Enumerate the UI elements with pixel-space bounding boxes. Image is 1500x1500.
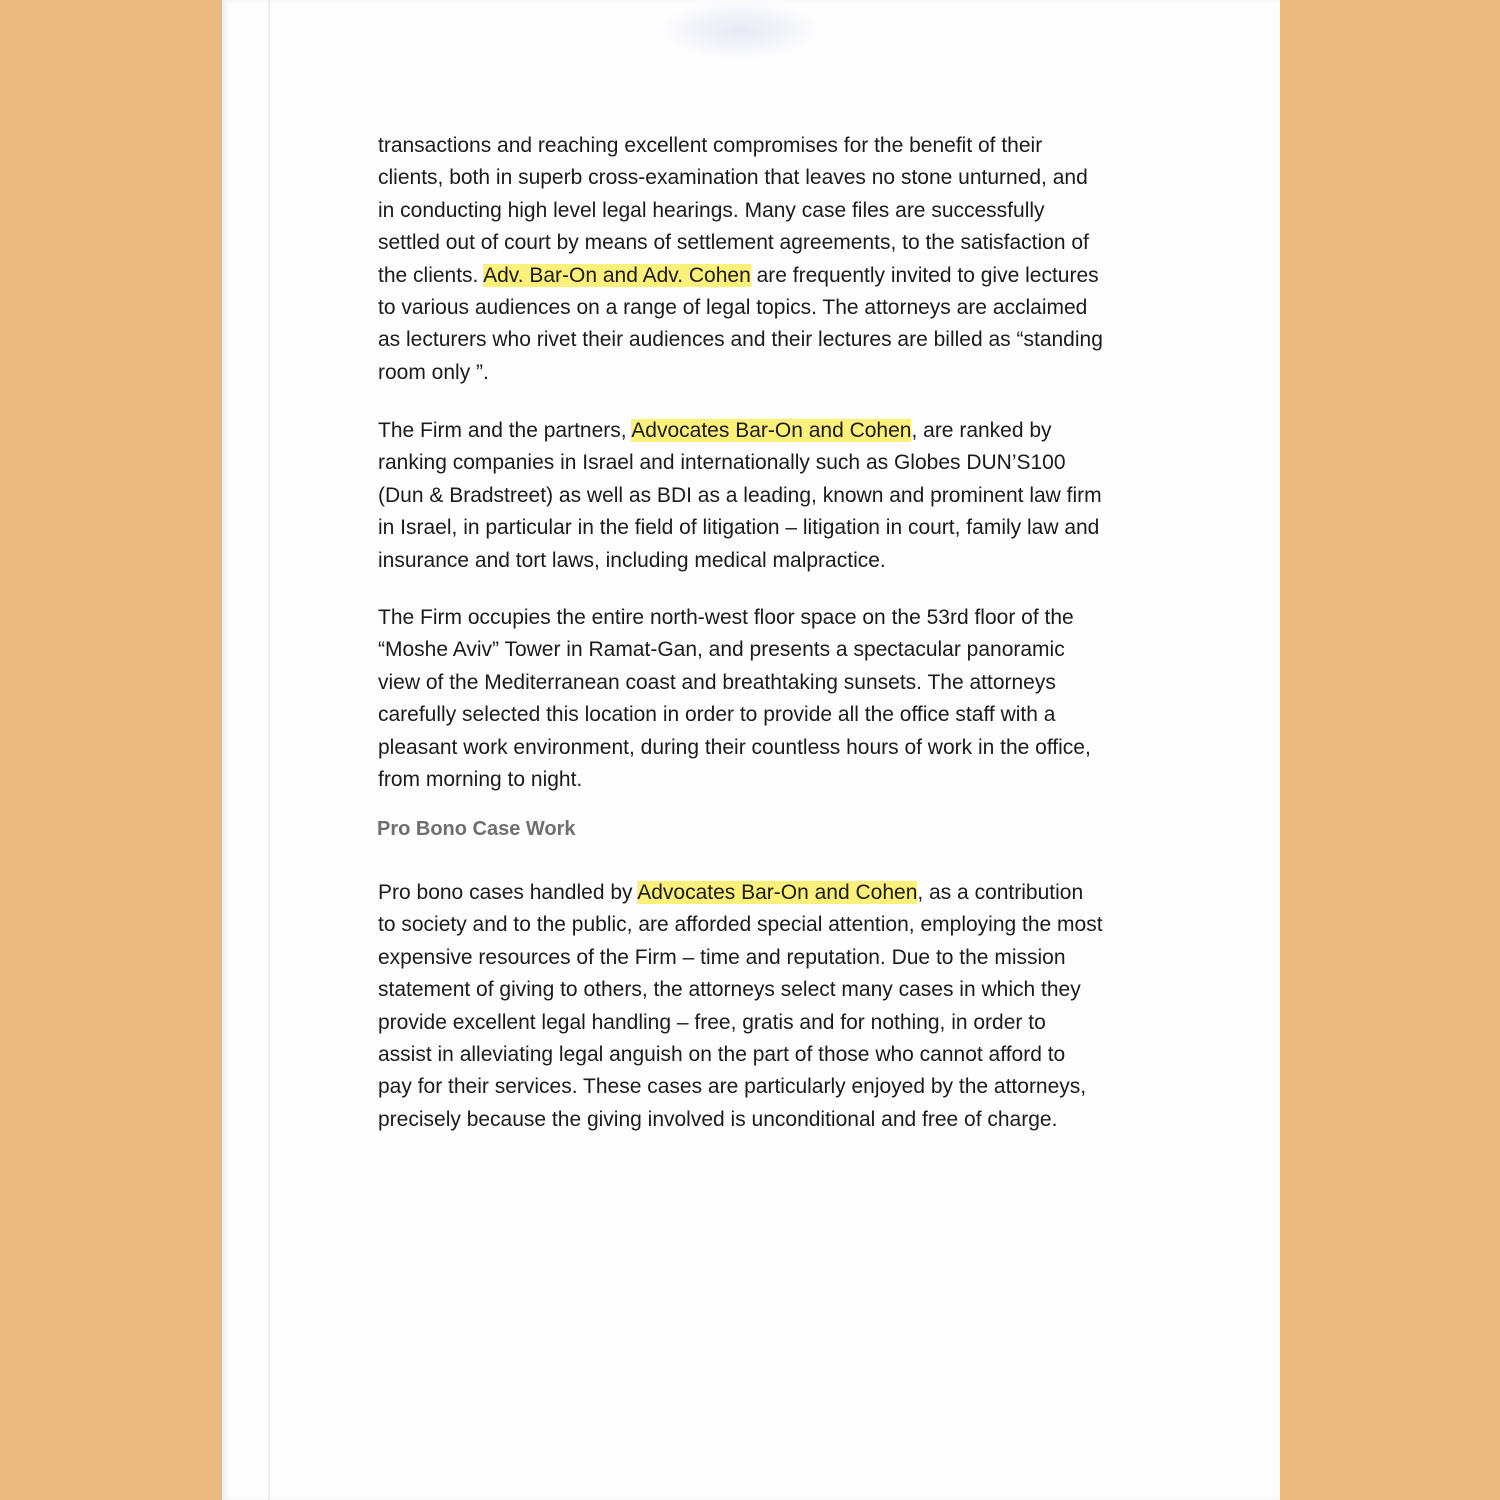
- text-line: view of the Mediterranean coast and breathtaking sunsets. The attorneys: [378, 670, 1056, 694]
- text-line: ranking companies in Israel and internationally such as Globes DUN’S100: [378, 451, 1066, 475]
- highlighted-names: Advocates Bar-On and Cohen: [631, 419, 912, 442]
- scan-smudge: [660, 0, 820, 60]
- text-line: expensive resources of the Firm – time and reputation. Due to the mission: [378, 945, 1066, 969]
- text-line: [378, 260, 1128, 292]
- text-line: [378, 415, 1128, 447]
- text-line: settled out of court by means of settlement agreements, to the satisfaction of: [378, 231, 1089, 255]
- text-segment: , are ranked by: [911, 419, 1052, 442]
- text-line: to society and to the public, are afforded special attention, employing the most: [378, 913, 1103, 937]
- text-line: in conducting high level legal hearings. Many case files are successfully: [378, 198, 1045, 222]
- text-line: insurance and tort laws, including medical malpractice.: [378, 548, 886, 572]
- text-line: carefully selected this location in order to provide all the office staff with a: [378, 703, 1056, 727]
- text-line: precisely because the giving involved is unconditional and free of charge.: [378, 1107, 1058, 1131]
- highlighted-names: Advocates Bar-On and Cohen: [637, 881, 918, 904]
- text-segment: the clients.: [378, 263, 484, 287]
- paragraph-lectures: [378, 130, 1128, 389]
- text-line: in Israel, in particular in the field of litigation – litigation in court, family law and: [378, 516, 1100, 540]
- text-line: [378, 877, 1128, 909]
- text-line: statement of giving to others, the attorneys select many cases in which they: [378, 978, 1081, 1002]
- text-line: as lecturers who rivet their audiences and their lectures are billed as “standing: [378, 328, 1103, 352]
- text-line: The Firm occupies the entire north-west floor space on the 53rd floor of the: [378, 606, 1074, 629]
- text-segment: are frequently invited to give lectures: [750, 263, 1099, 287]
- highlighted-names: Adv. Bar-On and Adv. Cohen: [483, 263, 751, 287]
- text-line: from morning to night.: [378, 768, 583, 792]
- text-line: (Dun & Bradstreet) as well as BDI as a leading, known and prominent law firm: [378, 483, 1102, 507]
- text-segment: , as a contribution: [917, 881, 1084, 904]
- text-line: clients, both in superb cross-examination that leaves no stone unturned, and: [378, 166, 1088, 190]
- paragraph-pro-bono: [378, 877, 1128, 1136]
- text-line: “Moshe Aviv” Tower in Ramat-Gan, and presents a spectacular panoramic: [378, 638, 1065, 662]
- text-segment: The Firm and the partners,: [378, 419, 632, 442]
- text-line: room only ”.: [378, 360, 489, 384]
- paragraph-rankings: [378, 415, 1128, 577]
- text-line: to various audiences on a range of legal topics. The attorneys are acclaimed: [378, 296, 1088, 320]
- text-line: assist in alleviating legal anguish on the part of those who cannot afford to: [378, 1043, 1066, 1067]
- text-line: provide excellent legal handling – free, gratis and for nothing, in order to: [378, 1010, 1046, 1034]
- text-segment: Pro bono cases handled by: [378, 881, 638, 904]
- page-fold-line: [268, 0, 270, 1500]
- text-line: pleasant work environment, during their countless hours of work in the office,: [378, 735, 1091, 759]
- paragraph-office: [378, 602, 1128, 796]
- text-line: transactions and reaching excellent compromises for the benefit of their: [378, 134, 1043, 157]
- text-line: pay for their services. These cases are particularly enjoyed by the attorneys,: [378, 1075, 1087, 1099]
- section-heading: Pro Bono Case Work: [377, 818, 576, 840]
